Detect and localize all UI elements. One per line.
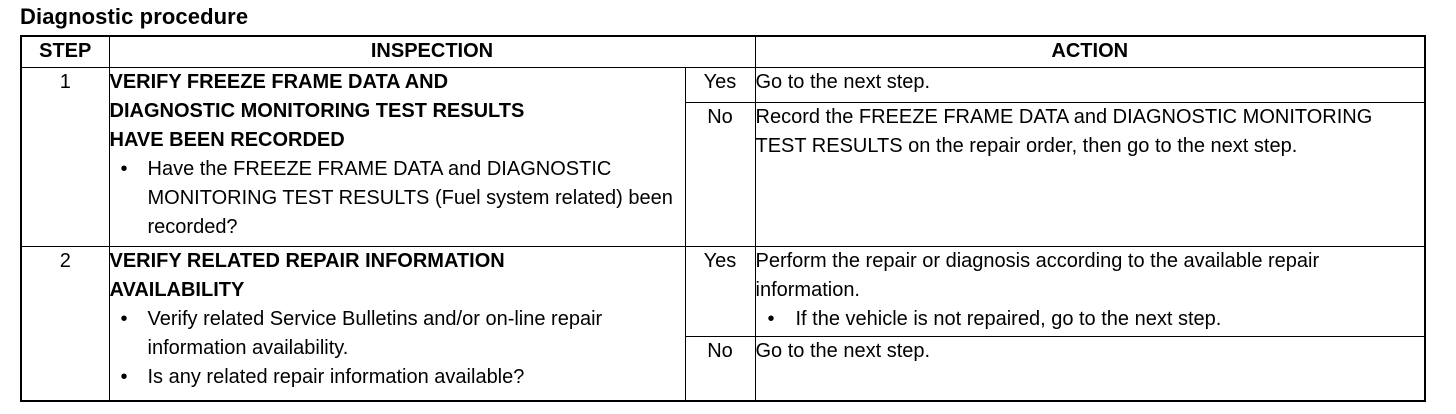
no-label: No — [685, 337, 755, 401]
inspection-heading-line: HAVE BEEN RECORDED — [109, 129, 345, 152]
header-inspection: INSPECTION — [109, 36, 755, 68]
table-row — [21, 247, 1425, 337]
no-action: Record the FREEZE FRAME DATA and DIAGNOSTIC MONITORING TEST RESULTS on the repair order, then go to the next step. — [755, 103, 1425, 247]
yes-action: Go to the next step. — [755, 68, 1425, 103]
step-number: 2 — [21, 247, 109, 401]
inspection-heading — [110, 68, 685, 155]
inspection-heading — [110, 247, 685, 305]
table-header-row — [21, 36, 1425, 68]
diagnostic-procedure-table — [20, 35, 1426, 402]
header-action: ACTION — [755, 36, 1425, 68]
inspection-heading-line: VERIFY RELATED REPAIR INFORMATION — [109, 250, 505, 273]
action-bullets — [756, 305, 1425, 334]
yes-action: Perform the repair or diagnosis according to the available repair information. — [755, 250, 1320, 302]
no-label: No — [685, 103, 755, 247]
inspection-bullets — [110, 155, 685, 242]
page-title: Diagnostic procedure — [20, 4, 249, 29]
no-action: Go to the next step. — [755, 337, 1425, 401]
yes-label: Yes — [685, 247, 755, 337]
inspection-bullet: • Verify related Service Bulletins and/or on-line repair information availability. — [110, 305, 685, 363]
inspection-bullet: • Have the FREEZE FRAME DATA and DIAGNOSTIC MONITORING TEST RESULTS (Fuel system related) been recorded? — [110, 155, 685, 242]
step-number: 1 — [21, 68, 109, 247]
inspection-bullet: • Is any related repair information available? — [110, 363, 685, 392]
action-bullet: • If the vehicle is not repaired, go to the next step. — [756, 305, 1425, 334]
inspection-bullets — [110, 305, 685, 392]
inspection-cell — [109, 247, 685, 401]
table-row — [21, 68, 1425, 103]
inspection-heading-line: AVAILABILITY — [109, 279, 245, 302]
yes-label: Yes — [685, 68, 755, 103]
inspection-heading-line: DIAGNOSTIC MONITORING TEST RESULTS — [109, 100, 525, 123]
header-step: STEP — [21, 36, 109, 68]
inspection-heading-line: VERIFY FREEZE FRAME DATA AND — [109, 71, 449, 94]
inspection-cell — [109, 68, 685, 247]
yes-action-cell — [755, 247, 1425, 337]
